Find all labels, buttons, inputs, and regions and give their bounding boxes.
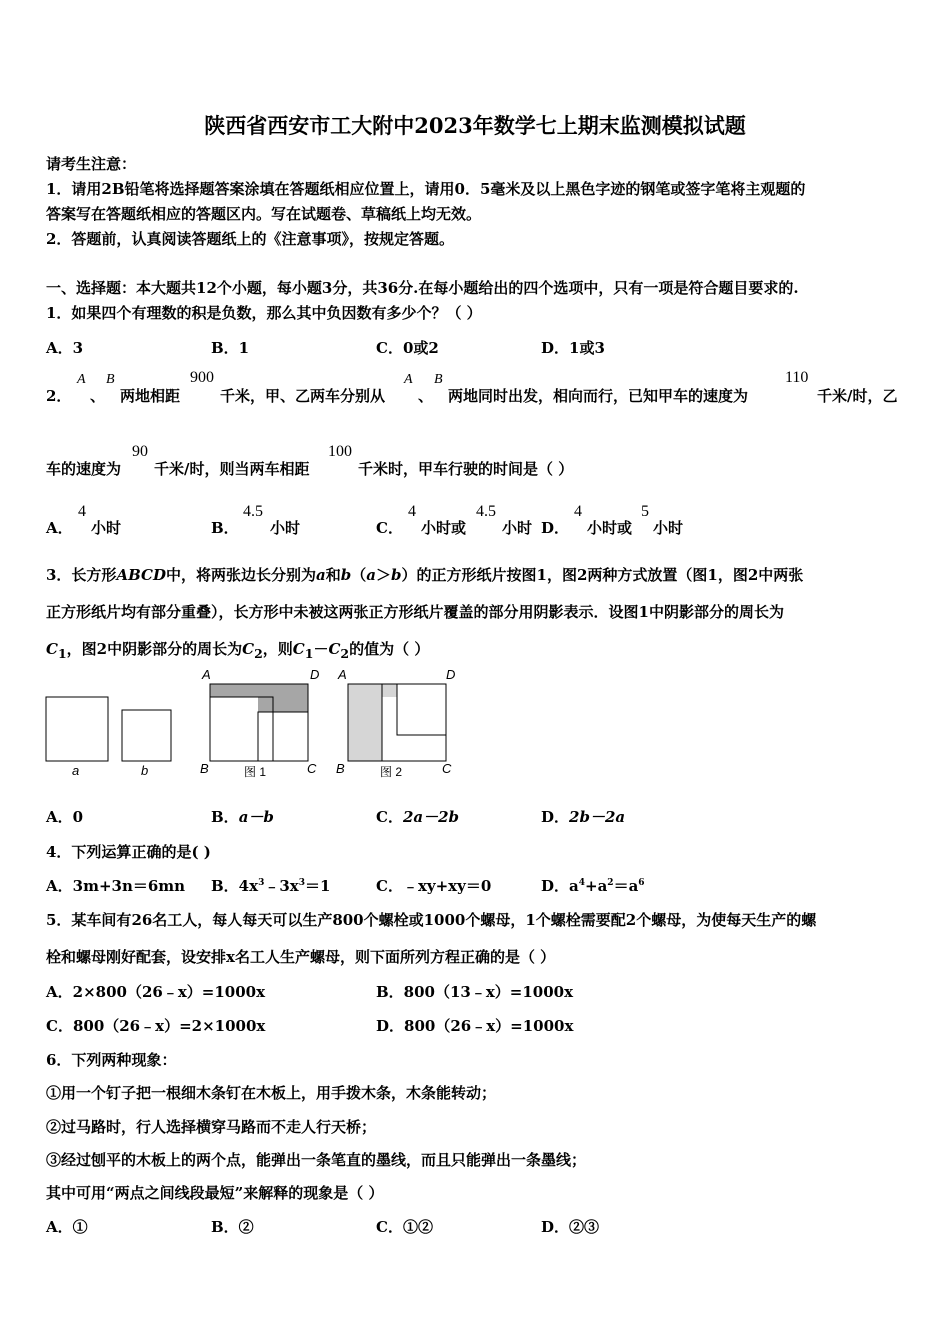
fig2-shaded-region	[348, 684, 397, 761]
fig2-caption: 图 2	[380, 765, 403, 779]
q6-phenomenon-1: ①用一个钉子把一根细木条钉在木板上，用手拨木条，木条能转动；	[46, 1084, 497, 1102]
q5-line-2: 栓和螺母刚好配套，设安排x名工人生产螺母，则下面所列方程正确的是（ ）	[46, 948, 556, 966]
q3-option-a: A．0	[46, 808, 84, 826]
q3-option-c: C．2a－2b	[376, 808, 460, 826]
q2-point-b: B	[106, 372, 115, 387]
q5-line-1: 5．某车间有26名工人，每人每天可以生产800个螺栓或1000个螺母，1个螺栓需要配2个螺母，为使每天生产的螺	[46, 911, 817, 929]
fig1-shaded-region	[210, 684, 308, 712]
q4-option-d: D．$a^4+a^2=a^6$	[541, 877, 645, 895]
q2-option-c-unit: 小时	[502, 519, 533, 537]
q2-text-7: 千米时，甲车行驶的时间是（ ）	[358, 460, 574, 478]
q3-line-2: 正方形纸片均有部分重叠），长方形中未被这两张正方形纸片覆盖的部分用阴影表示．设图1中阴影部分的周长为	[46, 603, 784, 621]
q2-option-b-unit: 小时	[270, 519, 301, 537]
q5-option-c: C．800（26﹣x）=2×1000x	[46, 1017, 266, 1035]
notice-heading: 请考生注意：	[46, 155, 137, 173]
q2-option-d-label: D．	[541, 519, 570, 537]
q2-point-b2: B	[434, 372, 443, 387]
q1-option-a: A．3	[46, 339, 84, 357]
label-a: a	[72, 763, 80, 778]
q3-figure	[40, 665, 470, 785]
label-b: b	[141, 763, 149, 778]
q6-option-d: D．②③	[541, 1218, 600, 1236]
q4-stem: 4．下列运算正确的是( )	[46, 843, 211, 861]
q2-text-3: 两地同时出发，相向而行，已知甲车的速度为	[448, 387, 749, 405]
q3-line-3: $C_1$，图2中阴影部分的周长为$C_2$，则$C_1-C_2$的值为（ ）	[46, 640, 430, 661]
q6-phenomenon-2: ②过马路时，行人选择横穿马路而不走人行天桥；	[46, 1118, 377, 1136]
q2-option-c-value-2: 4.5	[476, 503, 496, 520]
page-title: 陕西省西安市工大附中2023年数学七上期末监测模拟试题	[204, 113, 746, 138]
q6-phenomenon-3: ③经过刨平的木板上的两个点，能弹出一条笔直的墨线，而且只能弹出一条墨线；	[46, 1151, 587, 1169]
q3-option-b: B．a－b	[211, 808, 274, 826]
fig1-label-D: D	[310, 667, 320, 682]
q2-option-c-value-1: 4	[408, 503, 416, 520]
q2-speed-110: 110	[785, 369, 809, 386]
section-heading: 一、选择题：本大题共12个小题，每小题3分，共36分.在每小题给出的四个选项中，只有一项是符合题目要求的.	[46, 279, 799, 297]
q6-option-c: C．①②	[376, 1218, 433, 1236]
q2-option-d-unit: 小时	[653, 519, 684, 537]
q6-stem: 6．下列两种现象：	[46, 1051, 177, 1069]
fig2-label-A: A	[338, 667, 347, 682]
fig1-square-b	[258, 712, 308, 761]
q2-point-a: A	[77, 372, 86, 387]
notice-line-3: 2．答题前，认真阅读答题纸上的《注意事项》，按规定答题。	[46, 230, 454, 248]
q2-number: 2．	[46, 387, 72, 405]
q6-option-a: A．①	[46, 1218, 88, 1236]
q4-option-a: A．3m+3n＝6mn	[46, 877, 186, 895]
q2-text-4: 千米/时，乙	[817, 387, 898, 405]
q3-option-d: D．2b－2a	[541, 808, 626, 826]
fig1-label-B: B	[200, 761, 209, 776]
fig2-label-C: C	[442, 761, 452, 776]
q2-option-a-label: A．	[46, 519, 73, 537]
q2-option-b-value: 4.5	[243, 503, 263, 520]
notice-line-1: 1．请用2B铅笔将选择题答案涂填在答题纸相应位置上，请用0．5毫米及以上黑色字迹的钢笔或签字笔将主观题的	[46, 180, 806, 198]
q2-option-d-value-2: 5	[641, 503, 649, 520]
notice-line-2: 答案写在答题纸相应的答题区内。写在试题卷、草稿纸上均无效。	[46, 205, 482, 223]
fig2-label-D: D	[446, 667, 456, 682]
fig1-label-C: C	[307, 761, 317, 776]
q3-line-1: 3．长方形ABCD中，将两张边长分别为a和b（a＞b）的正方形纸片按图1，图2两种方式放置（图1，图2中两张	[46, 566, 804, 584]
q5-option-b: B．800（13﹣x）=1000x	[376, 983, 574, 1001]
q2-sep2: 、	[418, 387, 434, 405]
q5-option-a: A．2×800（26﹣x）=1000x	[46, 983, 266, 1001]
fig2-square-b	[397, 684, 446, 735]
q2-text-6: 千米/时，则当两车相距	[154, 460, 310, 478]
square-a	[46, 697, 108, 761]
q2-option-d-mid: 小时或	[587, 519, 633, 537]
fig2-label-B: B	[336, 761, 345, 776]
square-b	[122, 710, 171, 761]
q2-option-c-mid: 小时或	[421, 519, 467, 537]
q2-text-5: 车的速度为	[46, 460, 122, 478]
q1-stem: 1．如果四个有理数的积是负数，那么其中负因数有多少个？（ ）	[46, 304, 482, 322]
q4-option-c: C．﹣xy+xy＝0	[376, 877, 492, 895]
q2-text-1: 两地相距	[120, 387, 181, 405]
q6-question: 其中可用“两点之间线段最短”来解释的现象是（ ）	[46, 1184, 384, 1202]
q2-distance-900: 900	[190, 369, 214, 386]
q5-option-d: D．800（26﹣x）=1000x	[376, 1017, 574, 1035]
fig1-caption: 图 1	[244, 765, 267, 779]
q2-sep: 、	[90, 387, 106, 405]
q4-option-b: B．$4x^3﹣3x^3=1$	[211, 877, 331, 895]
q2-option-b-label: B．	[211, 519, 239, 537]
q1-option-c: C．0或2	[376, 339, 439, 357]
q2-option-a-value: 4	[78, 503, 86, 520]
q2-distance-100: 100	[328, 443, 352, 460]
q2-text-2: 千米，甲、乙两车分别从	[220, 387, 386, 405]
q2-option-a-unit: 小时	[91, 519, 122, 537]
q2-option-d-value-1: 4	[574, 503, 582, 520]
q1-option-b: B．1	[211, 339, 250, 357]
q1-option-d: D．1或3	[541, 339, 605, 357]
q2-point-a2: A	[404, 372, 413, 387]
fig1-label-A: A	[202, 667, 211, 682]
q2-option-c-label: C．	[376, 519, 403, 537]
q6-option-b: B．②	[211, 1218, 254, 1236]
q2-speed-90: 90	[132, 443, 148, 460]
